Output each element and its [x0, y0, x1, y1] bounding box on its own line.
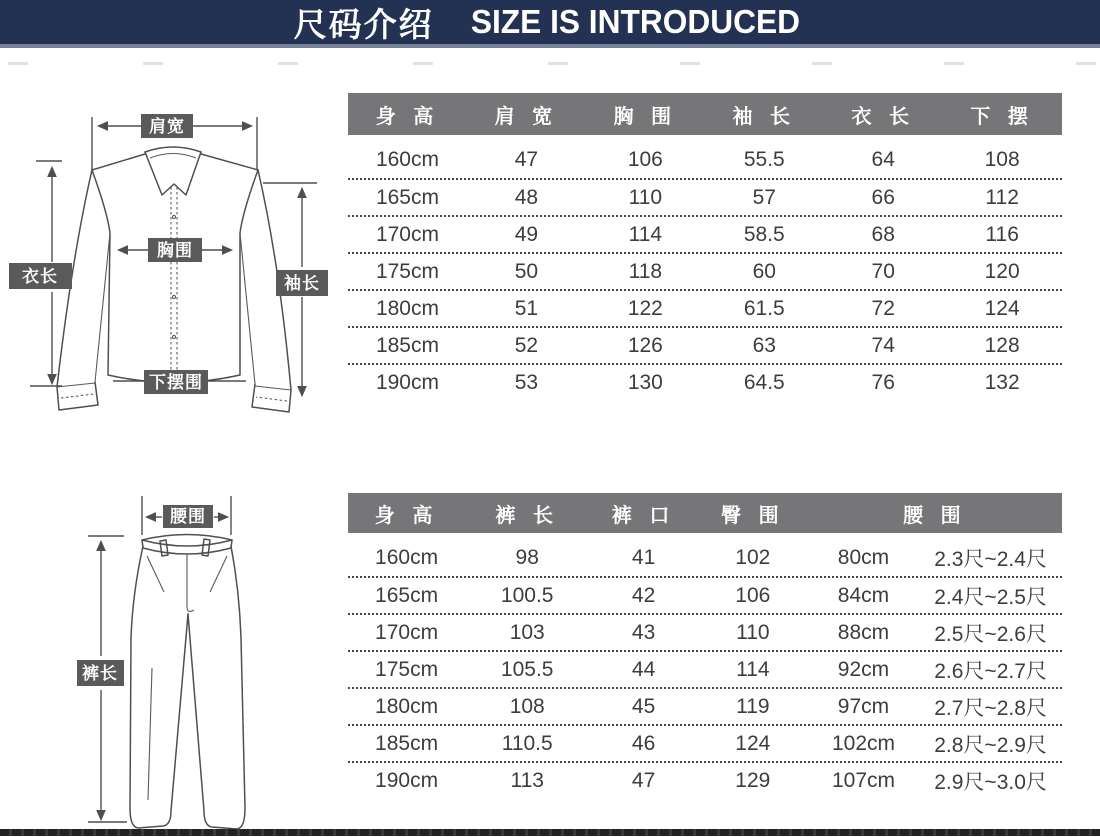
- table-cell: 180cm: [375, 694, 439, 718]
- shirt-neck: [145, 147, 201, 152]
- table-cell: 165cm: [375, 583, 439, 607]
- table-cell: 165cm: [375, 185, 439, 209]
- body-length-label: 衣长: [22, 267, 58, 286]
- column-header: 身 高: [375, 105, 440, 128]
- table-cell: 175cm: [375, 259, 439, 283]
- table-cell: 107cm: [831, 768, 895, 792]
- table-cell: 102cm: [831, 731, 895, 755]
- table-cell: 68: [871, 222, 895, 246]
- table-cell: 190cm: [375, 768, 439, 792]
- table-cell: 160cm: [375, 545, 439, 569]
- table-cell: 116: [985, 222, 1019, 246]
- table-cell: 66: [871, 185, 895, 209]
- table-cell: 119: [736, 694, 770, 718]
- table-row: [348, 141, 1062, 178]
- table-cell: 2.4尺~2.5尺: [934, 585, 1047, 609]
- table-cell: 50: [514, 259, 539, 283]
- table-row: [348, 363, 1062, 400]
- table-cell: 48: [514, 185, 539, 209]
- table-row: [348, 724, 1062, 761]
- table-cell: 110.5: [501, 731, 553, 755]
- pants-left-leg: [130, 546, 188, 828]
- column-header: 臀 围: [721, 504, 785, 527]
- shirt-button: [172, 295, 175, 298]
- torn-edge-dash: [143, 62, 163, 65]
- table-cell: 46: [631, 731, 656, 755]
- shirt-line-drawing: [0, 92, 350, 422]
- table-cell: 63: [752, 333, 776, 357]
- shirt-torso: [92, 170, 258, 383]
- pants-line-drawing: [60, 478, 360, 837]
- table-cell: 97cm: [837, 694, 890, 718]
- pants-waist-opening: [142, 535, 232, 547]
- shirt-size-table: [348, 93, 1062, 400]
- table-cell: 52: [514, 333, 539, 357]
- table-cell: 47: [631, 768, 656, 792]
- table-cell: 126: [627, 333, 663, 357]
- table-cell: 49: [514, 222, 539, 246]
- table-row: [348, 252, 1062, 289]
- table-cell: 58.5: [743, 222, 785, 246]
- torn-edge-dash: [944, 62, 964, 65]
- column-header: 肩 宽: [494, 105, 559, 128]
- table-cell: 76: [871, 370, 895, 394]
- table-cell: 110: [736, 620, 770, 644]
- page-header: [0, 0, 1100, 48]
- table-cell: 118: [628, 259, 663, 283]
- waist-label: 腰围: [170, 507, 206, 526]
- table-cell: 122: [627, 296, 663, 320]
- table-cell: 2.3尺~2.4尺: [934, 547, 1047, 571]
- table-row: [348, 687, 1062, 724]
- torn-edge-dash: [278, 62, 298, 65]
- table-cell: 129: [735, 768, 771, 792]
- table-cell: 185cm: [375, 731, 439, 755]
- table-cell: 55.5: [743, 147, 785, 171]
- table-cell: 84cm: [837, 583, 890, 607]
- table-cell: 45: [631, 694, 656, 718]
- table-cell: 2.7尺~2.8尺: [934, 696, 1047, 720]
- table-cell: 2.5尺~2.6尺: [934, 622, 1047, 646]
- shirt-collar-stand: [150, 154, 196, 159]
- table-cell: 2.9尺~3.0尺: [934, 770, 1047, 794]
- table-cell: 100.5: [500, 583, 554, 607]
- table-cell: 102: [735, 545, 771, 569]
- column-header: 下 摆: [970, 105, 1034, 128]
- shirt-left-sleeve: [57, 170, 98, 410]
- shirt-collar: [145, 152, 201, 195]
- table-cell: 180cm: [375, 296, 439, 320]
- table-cell: 130: [627, 370, 663, 394]
- column-header: 裤 口: [611, 504, 676, 527]
- table-cell: 106: [627, 147, 663, 171]
- torn-edge-dash: [8, 62, 28, 65]
- table-cell: 42: [631, 583, 656, 607]
- column-header: 衣 长: [851, 105, 915, 128]
- shirt-shoulders: [92, 154, 258, 170]
- table-cell: 175cm: [375, 657, 439, 681]
- pants-table-body: [348, 539, 1062, 798]
- table-cell: 103: [509, 620, 545, 644]
- table-cell: 41: [631, 545, 656, 569]
- pants-measurement-diagram: [60, 478, 360, 837]
- column-header: 胸 围: [613, 105, 678, 128]
- pants-right-leg: [188, 546, 245, 829]
- table-cell: 60: [752, 259, 776, 283]
- pants-size-table: [348, 493, 1062, 798]
- table-cell: 74: [871, 333, 895, 357]
- shirt-button: [172, 215, 175, 218]
- table-cell: 64: [871, 147, 895, 171]
- table-cell: 113: [510, 768, 544, 792]
- column-header: 袖 长: [732, 105, 797, 128]
- table-cell: 92cm: [837, 657, 890, 681]
- pants-waistband: [142, 540, 232, 554]
- table-cell: 112: [985, 185, 1019, 209]
- table-cell: 105.5: [500, 657, 554, 681]
- table-cell: 2.6尺~2.7尺: [934, 659, 1047, 683]
- torn-edge-dash: [680, 62, 700, 65]
- table-row: [348, 576, 1062, 613]
- shirt-table-body: [348, 141, 1062, 400]
- table-cell: 185cm: [375, 333, 439, 357]
- table-cell: 2.8尺~2.9尺: [934, 733, 1047, 757]
- hem-label: 下摆围: [149, 373, 203, 392]
- pants-crease-line: [148, 668, 152, 800]
- table-cell: 98: [515, 545, 539, 569]
- table-cell: 44: [631, 657, 656, 681]
- table-cell: 70: [871, 259, 895, 283]
- column-header: 腰 围: [903, 504, 967, 527]
- column-header: 裤 长: [495, 504, 559, 527]
- torn-edge-dash: [1076, 62, 1096, 65]
- table-row: [348, 613, 1062, 650]
- table-row: [348, 326, 1062, 363]
- table-cell: 170cm: [375, 222, 439, 246]
- table-cell: 160cm: [375, 147, 439, 171]
- table-cell: 47: [514, 147, 539, 171]
- shirt-table-header-row: [348, 93, 1062, 135]
- pants-length-label: 裤长: [82, 664, 118, 683]
- table-cell: 120: [984, 259, 1020, 283]
- table-cell: 128: [984, 333, 1020, 357]
- pants-table-header-row: [348, 493, 1062, 533]
- table-cell: 170cm: [375, 620, 439, 644]
- table-cell: 80cm: [837, 545, 890, 569]
- table-row: [348, 761, 1062, 798]
- table-cell: 57: [752, 185, 776, 209]
- chest-label: 胸围: [157, 241, 193, 260]
- table-cell: 43: [631, 620, 656, 644]
- table-cell: 110: [628, 185, 663, 209]
- column-header: 身 高: [374, 504, 439, 527]
- table-cell: 53: [514, 370, 539, 394]
- shirt-button: [172, 335, 175, 338]
- table-cell: 108: [509, 694, 545, 718]
- shirt-measurement-diagram: [0, 92, 350, 422]
- torn-edge-dash: [413, 62, 433, 65]
- table-cell: 61.5: [743, 296, 785, 320]
- bottom-divider-bar: [0, 829, 1100, 836]
- page-title-english: SIZE IS INTRODUCED: [470, 3, 800, 40]
- torn-edge-marks: [0, 62, 1100, 68]
- page-title-chinese: 尺码介绍: [293, 5, 434, 43]
- table-cell: 124: [984, 296, 1020, 320]
- table-cell: 108: [984, 147, 1020, 171]
- table-cell: 190cm: [375, 370, 439, 394]
- torn-edge-dash: [812, 62, 832, 65]
- torn-edge-dash: [548, 62, 568, 65]
- table-cell: 64.5: [743, 370, 785, 394]
- table-cell: 114: [736, 657, 770, 681]
- table-row: [348, 178, 1062, 215]
- table-cell: 88cm: [837, 620, 890, 644]
- table-row: [348, 650, 1062, 687]
- table-cell: 114: [628, 222, 663, 246]
- pants-belt-loop: [160, 540, 168, 556]
- sleeve-length-label: 袖长: [284, 274, 320, 293]
- pants-fly: [187, 554, 194, 611]
- table-row: [348, 289, 1062, 326]
- table-row: [348, 215, 1062, 252]
- table-cell: 124: [735, 731, 771, 755]
- table-cell: 106: [735, 583, 771, 607]
- table-cell: 72: [871, 296, 895, 320]
- shoulder-label: 肩宽: [149, 117, 185, 136]
- table-cell: 51: [514, 296, 539, 320]
- table-row: [348, 539, 1062, 576]
- table-cell: 132: [984, 370, 1020, 394]
